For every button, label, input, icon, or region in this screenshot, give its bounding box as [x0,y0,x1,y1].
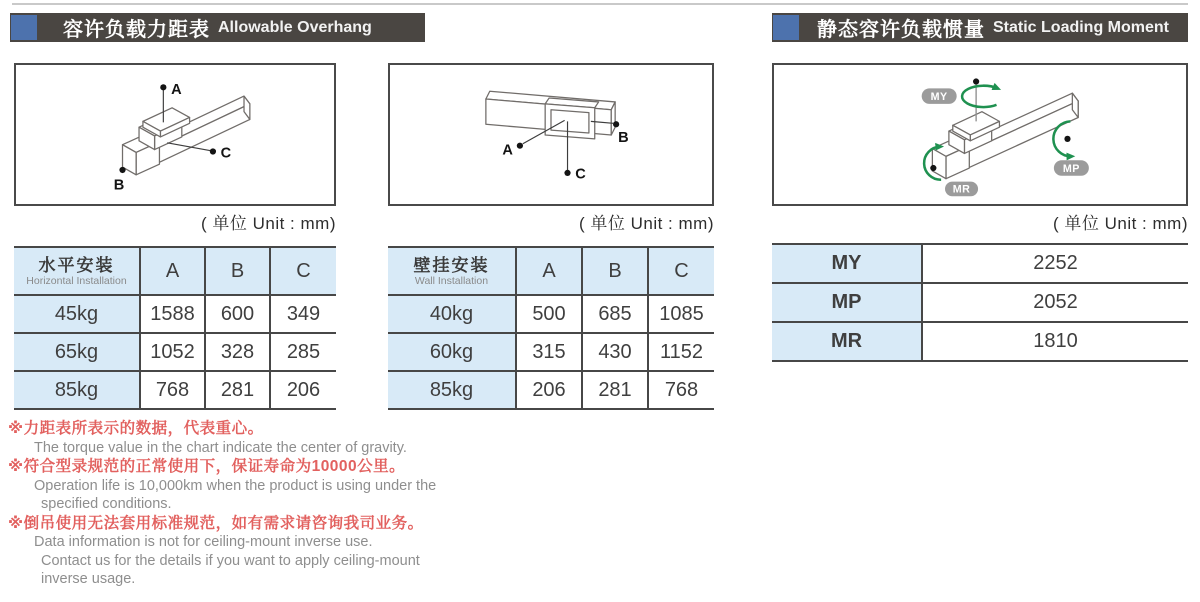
diagram-static-loading-moment [772,63,1188,206]
mp-axis-dot [1064,136,1070,142]
horizontal-rail-isometric-drawing [16,65,334,204]
column-header-b: B [582,247,648,295]
table-header-row [388,247,714,295]
point-b-label: B [113,177,125,194]
table-title-zh: 水平安装 [38,255,115,275]
point-c-label: C [575,166,586,183]
column-header-a: A [140,247,205,295]
my-badge-label: MY [930,90,948,103]
value-cell: 349 [270,295,336,333]
table-title-cell [14,247,140,295]
footnote-en: Operation life is 10,000km when the product is using under the [34,477,437,494]
load-cell: 60kg [388,333,516,371]
top-divider [12,3,1188,5]
table-row [14,371,336,409]
point-b-label: B [618,129,629,146]
table-title-zh: 壁挂安装 [413,255,490,275]
load-cell: 45kg [14,295,140,333]
diagram-horizontal-installation [14,63,336,206]
moment-label-cell: MR [772,322,922,361]
moment-value-cell: 2052 [922,283,1188,322]
table-row [772,283,1188,322]
header-accent-square [773,15,799,40]
load-cell: 40kg [388,295,516,333]
section-header-allowable-overhang [10,13,425,42]
value-cell: 206 [270,371,336,409]
footnote-zh: ※符合型录规范的正常使用下，保证寿命为10000公里。 [8,458,406,475]
point-c-label: C [220,145,232,162]
table-row [388,295,714,333]
load-cell: 85kg [388,371,516,409]
footnote-en: Data information is not for ceiling-mount inverse use. [34,534,373,550]
my-rotation-arrow [962,86,997,107]
value-cell: 1152 [648,333,714,371]
section-title-en: Allowable Overhang [218,18,372,36]
footnote-zh: ※倒吊使用无法套用标准规范，如有需求请咨询我司业务。 [8,514,424,532]
footnote-en: inverse usage. [41,571,136,587]
value-cell: 768 [648,371,714,409]
value-cell: 430 [582,333,648,371]
table-row [14,333,336,371]
table-title-en: Horizontal Installation [26,274,127,287]
section-title-zh: 容许负载力距表 [63,19,210,41]
unit-note: ( 单位 Unit : mm) [579,214,714,233]
footnote-en: Contact us for the details if you want to apply ceiling-mount [41,552,420,569]
value-cell: 685 [582,295,648,333]
mr-axis-dot [930,165,936,171]
point-c-dot [564,170,570,176]
value-cell: 1085 [648,295,714,333]
table-header-row [14,247,336,295]
footnote-en: The torque value in the chart indicate the center of gravity. [34,439,407,456]
moment-rail-isometric-drawing [774,65,1186,204]
horizontal-installation-table [14,246,336,410]
value-cell: 1588 [140,295,205,333]
table-title-cell [388,247,516,295]
point-a-label: A [502,142,513,159]
static-loading-moment-table [772,243,1188,362]
wall-rail-drawing [390,65,712,204]
point-a-dot [160,84,166,90]
header-accent-square [11,15,37,40]
point-a-dot [517,143,523,149]
section-title-en: Static Loading Moment [993,18,1169,36]
unit-note: ( 单位 Unit : mm) [1053,214,1188,233]
mp-badge-label: MP [1062,162,1080,175]
value-cell: 768 [140,371,205,409]
unit-note: ( 单位 Unit : mm) [201,214,336,233]
my-axis-dot [973,78,979,84]
section-header-static-loading-moment [772,13,1188,42]
table-title-en: Wall Installation [414,274,489,287]
table-row [388,333,714,371]
column-header-a: A [516,247,582,295]
load-cell: 85kg [14,371,140,409]
mr-badge-label: MR [952,183,971,196]
value-cell: 500 [516,295,582,333]
column-header-b: B [205,247,270,295]
moment-label-cell: MP [772,283,922,322]
footnote-zh: ※力距表所表示的数据，代表重心。 [8,420,264,437]
table-row [772,322,1188,361]
value-cell: 281 [582,371,648,409]
column-header-c: C [270,247,336,295]
moment-label-cell: MY [772,244,922,283]
value-cell: 206 [516,371,582,409]
value-cell: 600 [205,295,270,333]
column-header-c: C [648,247,714,295]
table-row [14,295,336,333]
point-b-dot [613,121,619,127]
footnotes [8,419,494,589]
value-cell: 285 [270,333,336,371]
section-title-zh: 静态容许负载惯量 [817,19,985,41]
load-cell: 65kg [14,333,140,371]
point-a-label: A [171,82,182,99]
point-b-dot [119,167,125,173]
diagram-wall-installation [388,63,714,206]
point-c-dot [210,148,216,154]
moment-value-cell: 2252 [922,244,1188,283]
value-cell: 328 [205,333,270,371]
footnote-en: specified conditions. [41,496,172,512]
value-cell: 1052 [140,333,205,371]
moment-value-cell: 1810 [922,322,1188,361]
table-row [772,244,1188,283]
value-cell: 315 [516,333,582,371]
table-row [388,371,714,409]
value-cell: 281 [205,371,270,409]
wall-installation-table [388,246,714,410]
